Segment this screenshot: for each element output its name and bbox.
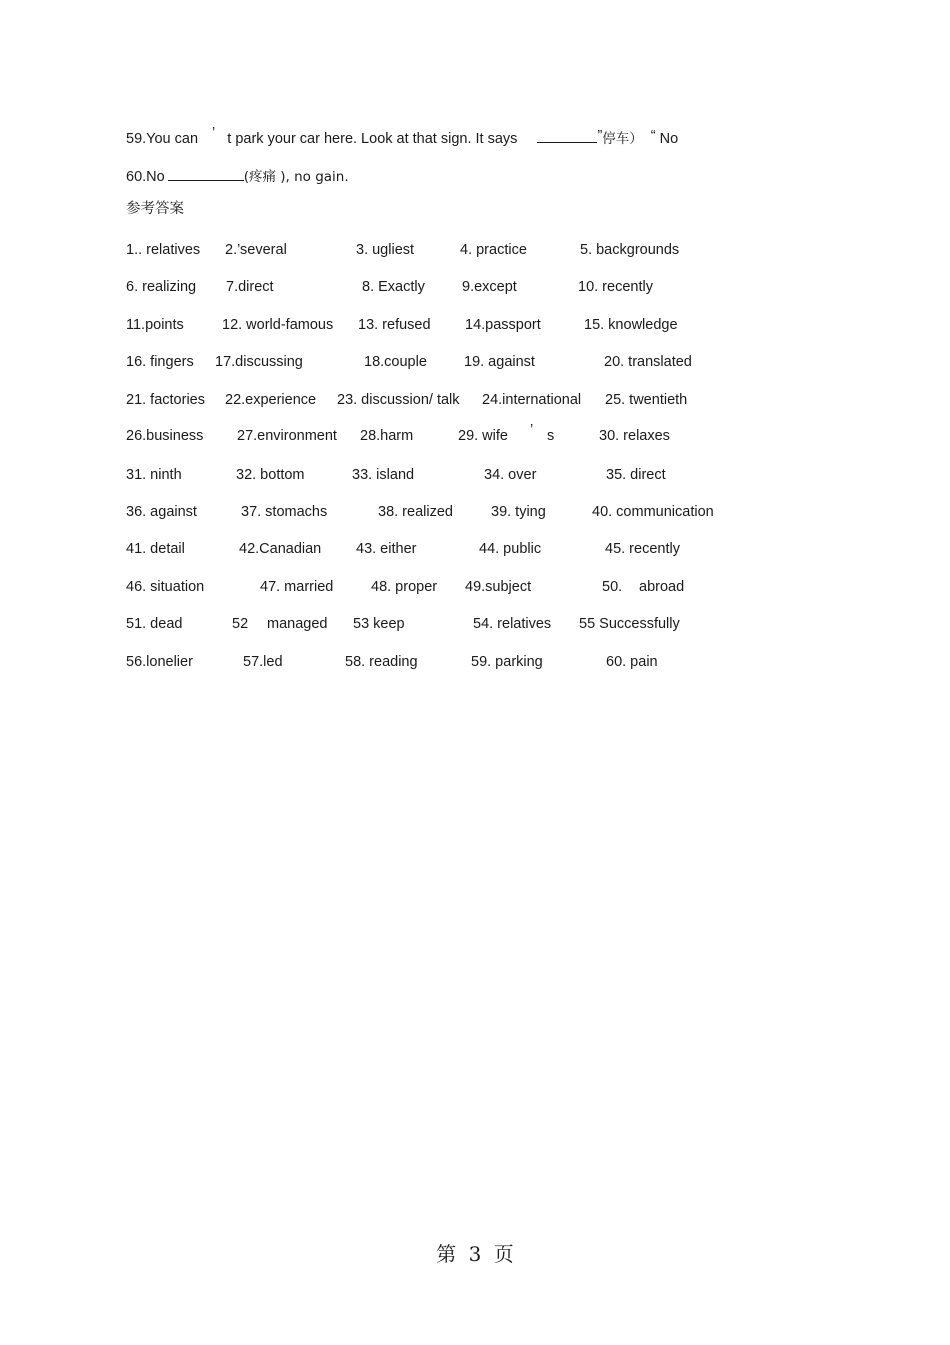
answer-item: 56.lonelier [126, 654, 193, 670]
page-number-footer [0, 1241, 950, 1267]
answer-item: 45. recently [605, 541, 680, 557]
answer-item: 50. [602, 579, 623, 595]
answer-item: 47. married [260, 579, 334, 595]
footer-prefix: 第 [436, 1242, 457, 1266]
answer-item: 60. pain [606, 654, 658, 670]
answer-item: 27.environment [237, 428, 337, 444]
footer-suffix: 页 [493, 1242, 514, 1266]
answer-item: 48. proper [371, 579, 438, 595]
answer-item: 36. against [126, 504, 197, 520]
answer-item: 37. stomachs [241, 504, 328, 520]
q59-text-part1: 59.You can [126, 131, 199, 147]
answer-row-2 [0, 278, 950, 296]
answer-item: 38. realized [378, 504, 453, 520]
answer-item: 25. twentieth [605, 392, 688, 408]
q59-text-part2: t park your car here. Look at that sign. It says [227, 131, 518, 147]
answer-item: 52 [232, 616, 249, 632]
answer-item: 3. ugliest [356, 242, 415, 258]
page-number: 3 [468, 1242, 482, 1266]
q59-tail: No [659, 131, 679, 147]
answer-item: 13. refused [358, 317, 431, 333]
answer-item: 10. recently [578, 279, 653, 295]
answer-item: 20. translated [604, 354, 692, 370]
answer-item: 55 Successfully [579, 616, 680, 632]
answer-item: 40. communication [592, 504, 714, 520]
answer-item: 59. parking [471, 654, 543, 670]
answer-row-6 [0, 422, 950, 445]
answer-item: s [547, 428, 555, 444]
answer-item: 19. against [464, 354, 535, 370]
answer-item: 43. either [356, 541, 417, 557]
answer-item: 33. island [352, 467, 415, 483]
answer-item: 18.couple [364, 354, 427, 370]
answer-item: 58. reading [345, 654, 418, 670]
q59-opening-quote: “ [650, 128, 656, 144]
question-60 [126, 166, 349, 186]
answer-item: 8. Exactly [362, 279, 425, 295]
answer-item: 53 keep [353, 616, 405, 632]
q59-closing-quote: ” [597, 128, 603, 144]
answer-row-7 [0, 466, 950, 484]
answer-item: 54. relatives [473, 616, 552, 632]
answer-row-11 [0, 615, 950, 633]
q60-answer-blank [168, 166, 244, 181]
answer-row-4 [0, 353, 950, 371]
answer-row-12 [0, 653, 950, 671]
answer-item: 31. ninth [126, 467, 182, 483]
answer-row-9 [0, 540, 950, 558]
answer-item: 6. realizing [126, 279, 197, 295]
answer-item: 39. tying [491, 504, 546, 520]
answer-item: 42.Canadian [239, 541, 322, 557]
answer-item: 32. bottom [236, 467, 305, 483]
answer-item: 15. knowledge [584, 317, 678, 333]
answer-item: 51. dead [126, 616, 183, 632]
answer-item: 29. wife [458, 428, 508, 444]
q59-answer-blank [537, 128, 597, 143]
answer-item: 17.discussing [215, 354, 303, 370]
answer-item: 2.’several [225, 242, 287, 258]
answer-item: 14.passport [465, 317, 541, 333]
answer-item: 9.except [462, 279, 517, 295]
answer-row-3 [0, 316, 950, 334]
answer-item: 26.business [126, 428, 204, 444]
answer-item: 30. relaxes [599, 428, 670, 444]
answer-key-heading: 参考答案 [126, 201, 184, 217]
answer-item: 41. detail [126, 541, 185, 557]
answer-item: 49.subject [465, 579, 532, 595]
answer-item: 16. fingers [126, 354, 194, 370]
answer-item: 7.direct [226, 279, 274, 295]
q59-hint: 停车） [602, 131, 643, 147]
answer-item: 35. direct [606, 467, 666, 483]
answer-item: 28.harm [360, 428, 414, 444]
answer-item: 34. over [484, 467, 537, 483]
answer-item: 4. practice [460, 242, 527, 258]
q60-hint: (疼痛 ), no gain. [243, 169, 349, 185]
answer-row-8 [0, 503, 950, 521]
answer-item: 1.. relatives [126, 242, 201, 258]
answer-row-10 [0, 578, 950, 596]
answer-item: 21. factories [126, 392, 205, 408]
answer-item: 23. discussion/ talk [337, 392, 460, 408]
answer-item: 46. situation [126, 579, 205, 595]
answer-item: 57.led [243, 654, 283, 670]
q60-text-part1: 60.No [126, 169, 165, 185]
answer-item: 12. world-famous [222, 317, 334, 333]
answer-item: 44. public [479, 541, 542, 557]
answer-item: 22.experience [225, 392, 317, 408]
answer-row-5 [0, 391, 950, 409]
answer-item: 5. backgrounds [580, 242, 680, 258]
answer-item: managed [267, 616, 328, 632]
question-59 [126, 125, 679, 148]
answer-item: ’ [530, 422, 534, 438]
answer-item: abroad [639, 579, 685, 595]
answer-item: 11.points [126, 317, 184, 333]
answer-row-1 [0, 241, 950, 259]
answer-item: 24.international [482, 392, 582, 408]
q59-apostrophe: ’ [212, 125, 216, 141]
